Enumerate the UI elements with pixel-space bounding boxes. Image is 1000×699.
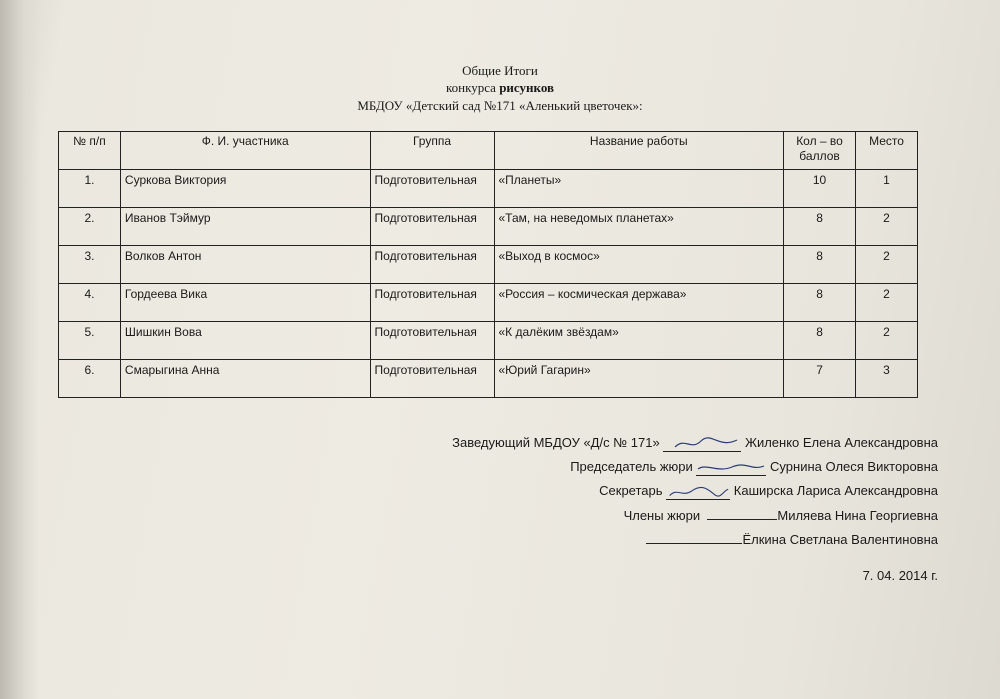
cell-num: 4.	[59, 284, 121, 322]
signature-head	[452, 435, 938, 452]
cell-place: 2	[856, 322, 918, 360]
cell-place: 1	[856, 170, 918, 208]
chair-role: Председатель жюри	[570, 459, 693, 474]
results-table	[58, 131, 918, 398]
table-header-row	[59, 132, 918, 170]
signature-secretary	[599, 483, 938, 500]
cell-score: 8	[784, 246, 856, 284]
signature-chair	[570, 459, 938, 476]
cell-work: «Планеты»	[494, 170, 784, 208]
cell-score: 8	[784, 284, 856, 322]
cell-name: Гордеева Вика	[120, 284, 370, 322]
cell-num: 1.	[59, 170, 121, 208]
cell-name: Шишкин Вова	[120, 322, 370, 360]
secretary-name: Каширска Лариса Александровна	[733, 483, 938, 498]
cell-group: Подготовительная	[370, 246, 494, 284]
head-name: Жиленко Елена Александровна	[744, 435, 938, 450]
cell-work: «К далёким звёздам»	[494, 322, 784, 360]
cell-work: «Юрий Гагарин»	[494, 360, 784, 398]
table-row	[59, 284, 918, 322]
signature-line	[663, 435, 741, 452]
cell-name: Смарыгина Анна	[120, 360, 370, 398]
cell-place: 2	[856, 284, 918, 322]
cell-num: 3.	[59, 246, 121, 284]
cell-score: 7	[784, 360, 856, 398]
header-score: Кол – во баллов	[784, 132, 856, 170]
cell-group: Подготовительная	[370, 322, 494, 360]
cell-score: 8	[784, 208, 856, 246]
cell-num: 2.	[59, 208, 121, 246]
head-role: Заведующий МБДОУ «Д/с № 171»	[452, 435, 660, 450]
table-row	[59, 246, 918, 284]
cell-score: 8	[784, 322, 856, 360]
title-prefix: конкурса	[445, 80, 500, 95]
signature-members	[624, 507, 938, 523]
header-group: Группа	[370, 132, 494, 170]
signature-line	[646, 531, 742, 544]
signature-member-2	[646, 531, 938, 547]
signature-line	[666, 483, 730, 500]
cell-work: «Там, на неведомых планетах»	[494, 208, 784, 246]
table-row	[59, 322, 918, 360]
title-line-2	[0, 80, 1000, 96]
chair-name: Сурнина Олеся Викторовна	[770, 459, 938, 474]
cell-work: «Выход в космос»	[494, 246, 784, 284]
cell-place: 2	[856, 246, 918, 284]
cell-group: Подготовительная	[370, 170, 494, 208]
cell-place: 3	[856, 360, 918, 398]
handwritten-signature-icon	[666, 485, 730, 499]
table-row	[59, 208, 918, 246]
handwritten-signature-icon	[696, 461, 766, 475]
title-line-1: Общие Итоги	[462, 63, 538, 78]
member1-name: Миляева Нина Георгиевна	[777, 508, 938, 523]
signature-line	[707, 507, 777, 520]
cell-name: Суркова Виктория	[120, 170, 370, 208]
cell-num: 5.	[59, 322, 121, 360]
members-role: Члены жюри	[623, 508, 701, 523]
cell-place: 2	[856, 208, 918, 246]
header-num: № п/п	[59, 132, 121, 170]
header-name: Ф. И. участника	[120, 132, 370, 170]
header-work: Название работы	[494, 132, 784, 170]
table-row	[59, 360, 918, 398]
cell-name: Иванов Тэймур	[120, 208, 370, 246]
header-place: Место	[856, 132, 918, 170]
signature-line	[696, 459, 766, 476]
handwritten-signature-icon	[671, 437, 741, 451]
cell-score: 10	[784, 170, 856, 208]
cell-group: Подготовительная	[370, 284, 494, 322]
document-date: 7. 04. 2014 г.	[862, 568, 938, 583]
cell-group: Подготовительная	[370, 360, 494, 398]
member2-name: Ёлкина Светлана Валентиновна	[742, 532, 938, 547]
title-bold: рисунков	[499, 80, 555, 95]
secretary-role: Секретарь	[599, 483, 663, 498]
cell-name: Волков Антон	[120, 246, 370, 284]
title-line-3: МБДОУ «Детский сад №171 «Аленький цветочек»:	[357, 98, 643, 113]
cell-group: Подготовительная	[370, 208, 494, 246]
cell-work: «Россия – космическая держава»	[494, 284, 784, 322]
cell-num: 6.	[59, 360, 121, 398]
table-row	[59, 170, 918, 208]
